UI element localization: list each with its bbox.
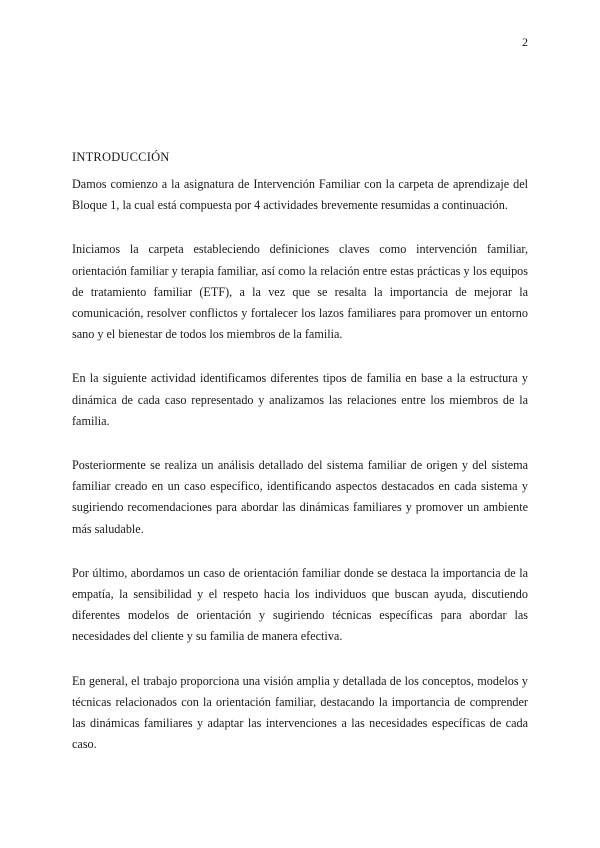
page-number: 2 xyxy=(522,35,528,49)
section-title: INTRODUCCIÓN xyxy=(72,150,170,164)
paragraph-family-types: En la siguiente actividad identificamos diferentes tipos de familia en base a la estructura y dinámica de cada caso representado y analizamos las relaciones entre los miembros de la familia. xyxy=(72,371,528,428)
paragraph-definitions: Iniciamos la carpeta estableciendo definiciones claves como intervención familiar, orientación familiar y terapia familiar, así como la relación entre estas prácticas y los equipos de tratamiento familiar (ETF), a la vez que se resalta la importancia de mejorar la comunicación, resolver conflictos y fortalecer los lazos familiares para promover un entorno sano y el bienestar de todos los miembros de la familia. xyxy=(72,242,528,342)
paragraph-intro: Damos comienzo a la asignatura de Intervención Familiar con la carpeta de aprendizaje del Bloque 1, la cual está compuesta por 4 actividades brevemente resumidas a continuación. xyxy=(72,177,528,213)
paragraph-conclusion: En general, el trabajo proporciona una visión amplia y detallada de los conceptos, modelos y técnicas relacionados con la orientación familiar, destacando la importancia de comprender las dinámicas familiares y adaptar las intervenciones a las necesidades específicas de cada caso. xyxy=(72,673,528,752)
paragraph-family-system-analysis: Posteriormente se realiza un análisis detallado del sistema familiar de origen y del sistema familiar creado en un caso específico, identificando aspectos destacados en cada sistema y sugiriendo recomendaciones para abordar las dinámicas familiares y promover un ambiente más saludable. xyxy=(72,458,528,536)
paragraph-orientation-case: Por último, abordamos un caso de orientación familiar donde se destaca la importancia de la empatía, la sensibilidad y el respeto hacia los individuos que buscan ayuda, discutiendo diferentes modelos de orientación y sugiriendo técnicas específicas para abordar las necesidades del cliente y su familia de manera efectiva. xyxy=(72,565,528,644)
document-body xyxy=(72,150,528,778)
